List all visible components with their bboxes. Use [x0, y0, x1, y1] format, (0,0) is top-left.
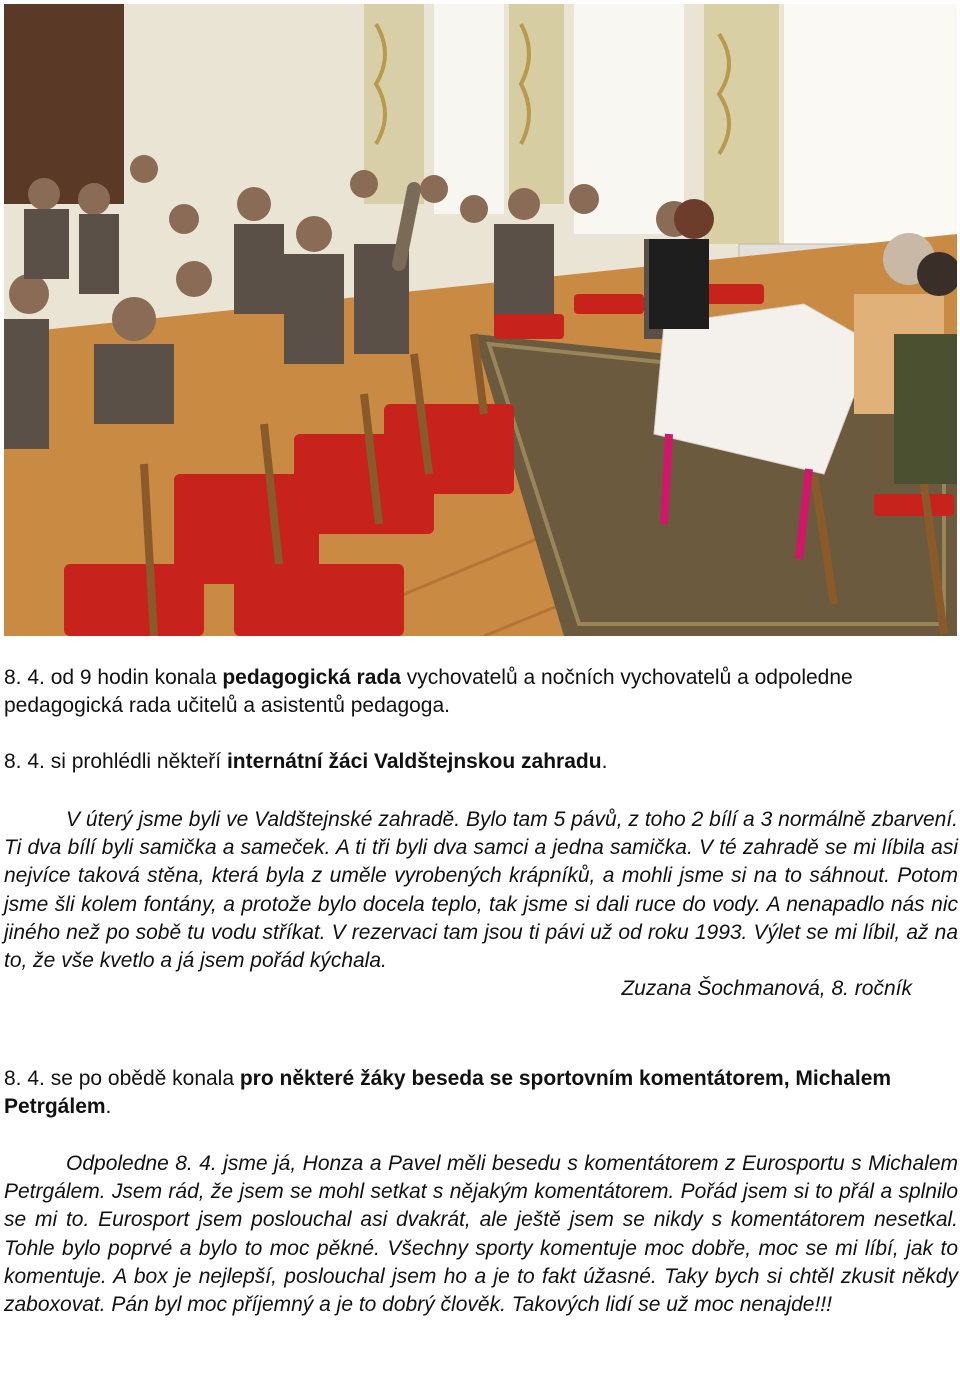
entry-commentator-talk [4, 1065, 958, 1121]
entry-pedagogical-council [4, 664, 958, 720]
classroom-photo [4, 4, 957, 636]
report-signature: Zuzana Šochmanová, 8. ročník [621, 977, 912, 1001]
student-report-commentator [4, 1150, 958, 1319]
entry-garden-visit [4, 748, 958, 776]
student-report-garden [4, 806, 958, 1003]
entry-date-text: 8. 4. od 9 hodin konala [4, 666, 223, 689]
entry-date-text: 8. 4. se po obědě konala [4, 1067, 240, 1090]
entry-text: . [601, 750, 608, 773]
entry-date-text: 8. 4. si prohlédli někteří [4, 750, 227, 773]
entry-highlight: pro některé žáky beseda se sportovním komentátorem, Michalem Petrgálem [4, 1067, 892, 1119]
report-text: V úterý jsme byli ve Valdštejnské zahradě. Bylo tam 5 pávů, z toho 2 bílí a 3 normálně zbarvení. Ti dva bílí byli samička a sameček. A ti tři byli dva samci a jedna samička. V té zahradě se mi líbila asi nejvíce taková stěna, která byla z uměle vyrobených krápníků, a mohli jsme si na to sáhnout. Potom jsme šli kolem fontány, a protože bylo docela teplo, tak jsme si dali ruce do vody. A nenapadlo nás nic jiného než po sobě tu vodu stříkat. V rezervaci tam jsou ti pávi už od roku 1993. Výlet se mi líbil, až na to, že vše kvetlo a já jsem pořád kýchala. [4, 808, 958, 973]
report-text: Odpoledne 8. 4. jsme já, Honza a Pavel měli besedu s komentátorem z Eurosportu s Michalem Petrgálem. Jsem rád, že jsem se mohl setkat s nějakým komentátorem. Pořád jsem si to přál a splnilo se mi to. Eurosport jsem poslouchal asi dvakrát, ale ještě jsem se nikdy s komentátorem nesetkal. Tohle bylo poprvé a bylo to moc pěkné. Všechny sporty komentuje moc dobře, moc se mi líbí, jak to komentuje. A box je nejlepší, poslouchal jsem ho a je to fakt úžasné. Taky bych si chtěl zkusit někdy zaboxovat. Pán byl moc příjemný a je to dobrý člověk. Takových lidí se už moc nenajde!!! [4, 1152, 958, 1317]
entry-highlight: pedagogická rada [222, 666, 401, 689]
entry-highlight: internátní žáci Valdštejnskou zahradu [226, 750, 602, 773]
entry-text: . [105, 1095, 112, 1119]
entry-text: vychovatelů a nočních vychovatelů a odpoledne pedagogická rada učitelů a asistentů pedagoga. [4, 666, 853, 718]
